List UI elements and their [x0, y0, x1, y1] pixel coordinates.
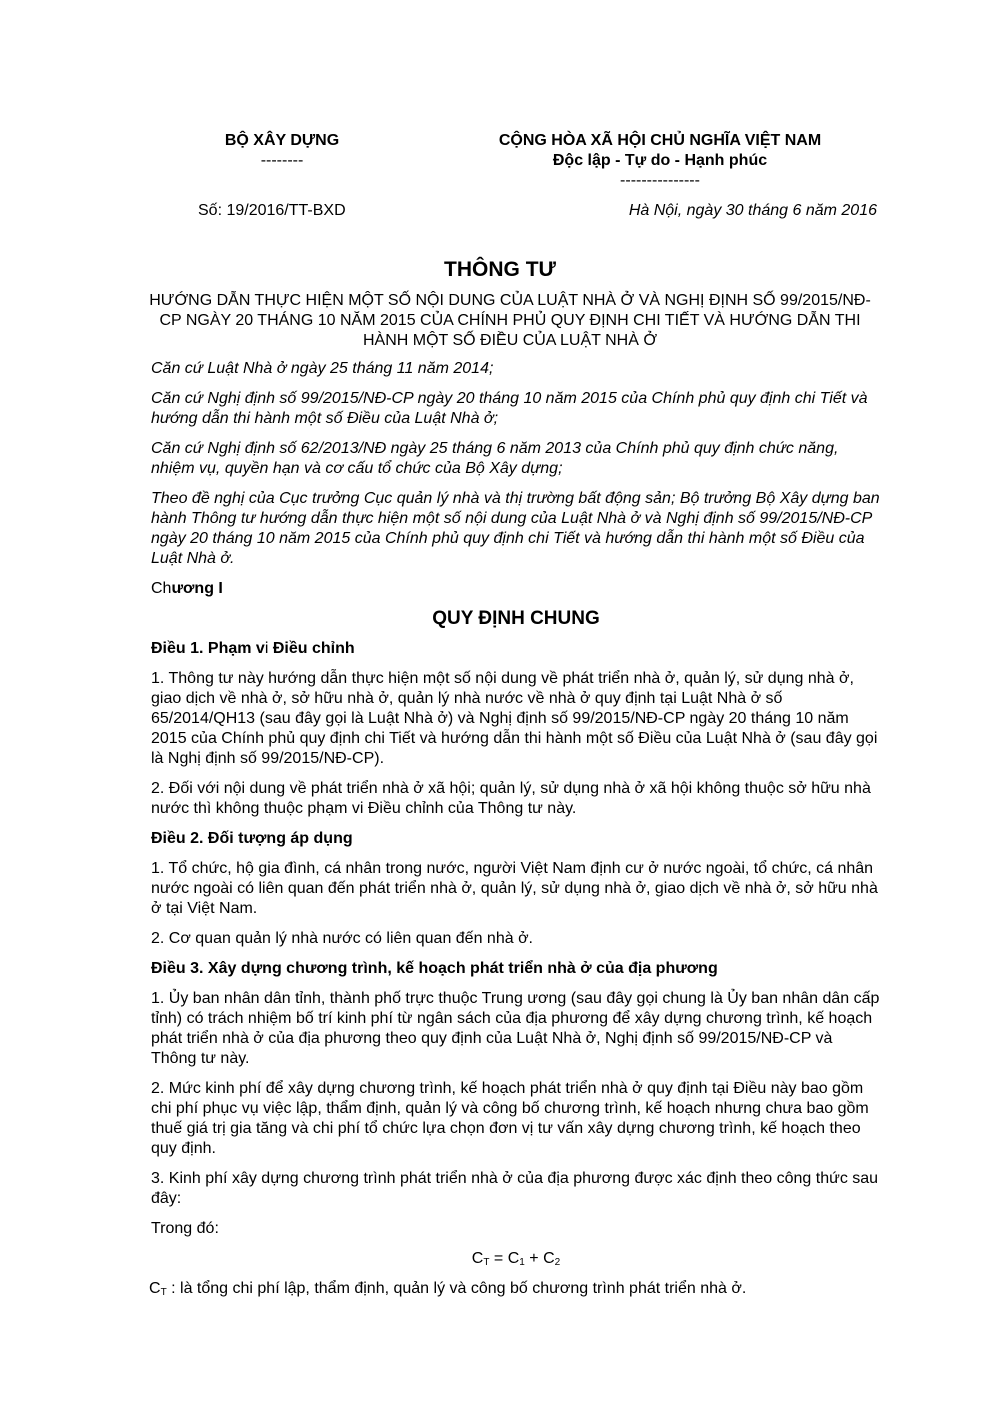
document-body — [151, 359, 881, 1309]
preamble-1: Căn cứ Luật Nhà ở ngày 25 tháng 11 năm 2014; — [151, 360, 494, 377]
article-2-clause-2: 2. Cơ quan quản lý nhà nước có liên quan đến nhà ở. — [151, 930, 533, 947]
national-header — [460, 131, 860, 191]
article-2-clause-1: 1. Tổ chức, hộ gia đình, cá nhân trong nước, người Việt Nam định cư ở nước ngoài, tổ chức, cá nhân nước ngoài có liên quan đến phát triển nhà ở, quản lý, sử dụng nhà ở, giao dịch về nhà ở, sở hữu nhà ở tại Việt Nam. — [151, 860, 878, 917]
document-type: THÔNG TƯ — [444, 258, 556, 281]
article-2-heading: Điều 2. Đối tượng áp dụng — [151, 830, 353, 847]
article-1-clause-1: 1. Thông tư này hướng dẫn thực hiện một số nội dung về phát triển nhà ở, quản lý, sử dụng nhà ở, giao dịch về nhà ở, sở hữu nhà ở, quản lý nhà nước về nhà ở quy định tại Luật Nhà ở số 65/2014/QH13 (sau đây gọi là Luật Nhà ở) và Nghị định số 99/2015/NĐ-CP ngày 20 tháng 10 năm 2015 của Chính phủ quy định chi Tiết và hướng dẫn thi hành một số Điều của Luật Nhà ở (sau đây gọi là Nghị định số 99/2015/NĐ-CP). — [151, 670, 878, 767]
article-3-heading: Điều 3. Xây dựng chương trình, kế hoạch phát triển nhà ở của địa phương — [151, 960, 718, 977]
document-subtitle: HƯỚNG DẪN THỰC HIỆN MỘT SỐ NỘI DUNG CỦA LUẬT NHÀ Ở VÀ NGHỊ ĐỊNH SỐ 99/2015/NĐ-CP NGÀY 20 THÁNG 10 NĂM 2015 CỦA CHÍNH PHỦ QUY ĐỊNH CHI TIẾT VÀ HƯỚNG DẪN THI HÀNH MỘT SỐ ĐIỀU CỦA LUẬT NHÀ Ở — [149, 292, 871, 349]
country-name: CỘNG HÒA XÃ HỘI CHỦ NGHĨA VIỆT NAM — [498, 132, 822, 149]
article-3-clause-2: 2. Mức kinh phí để xây dựng chương trình, kế hoạch phát triển nhà ở quy định tại Điều này bao gồm chi phí phục vụ việc lập, thẩm định, quản lý và công bố chương trình, kế hoạch nhưng chưa bao gồm thuế giá trị gia tăng và chi phí tổ chức lựa chọn đơn vị tư vấn xây dựng chương trình, kế hoạch theo quy định. — [151, 1080, 869, 1157]
place-and-date: Hà Nội, ngày 30 tháng 6 năm 2016 — [628, 202, 877, 219]
article-1-clause-2: 2. Đối với nội dung về phát triển nhà ở xã hội; quản lý, sử dụng nhà ở xã hội không thuộc sở hữu nhà nước thì không thuộc phạm vi Điều chỉnh của Thông tư này. — [151, 780, 871, 817]
motto-separator: --------------- — [620, 172, 700, 189]
issuer-block — [182, 131, 382, 171]
preamble-3: Căn cứ Nghị định số 62/2013/NĐ ngày 25 tháng 6 năm 2013 của Chính phủ quy định chức năng, nhiệm vụ, quyền hạn và cơ cấu tổ chức của Bộ Xây dựng; — [151, 440, 839, 477]
document-number: Số: 19/2016/TT-BXD — [198, 202, 346, 219]
ministry-name: BỘ XÂY DỰNG — [224, 132, 340, 149]
article-1-heading: Điều 1. Phạm vi Điều chỉnh — [151, 640, 355, 657]
article-3-clause-3: 3. Kinh phí xây dựng chương trình phát triển nhà ở của địa phương được xác định theo công thức sau đây: — [151, 1170, 879, 1207]
article-3-where: Trong đó: — [151, 1220, 219, 1237]
chapter-label: Chương I — [151, 580, 223, 597]
preamble-4: Theo đề nghị của Cục trưởng Cục quản lý nhà và thị trường bất động sản; Bộ trưởng Bộ Xây dựng ban hành Thông tư hướng dẫn thực hiện một số nội dung của Luật Nhà ở và Nghị định số 99/2015/NĐ-CP ngày 20 tháng 10 năm 2015 của Chính phủ quy định chi Tiết và hướng dẫn thi hành một số Điều của Luật Nhà ở. — [151, 490, 880, 567]
formula-definition-ct: $C_T$ : là tổng chi phí lập, thẩm định, quản lý và công bố chương trình phát triển nhà ở. — [149, 1280, 747, 1298]
national-motto: Độc lập - Tự do - Hạnh phúc — [552, 152, 768, 169]
cost-formula: $C_T = C_1 + C_2$ — [471, 1250, 561, 1268]
ministry-separator: -------- — [260, 152, 304, 169]
article-3-clause-1: 1. Ủy ban nhân dân tỉnh, thành phố trực thuộc Trung ương (sau đây gọi chung là Ủy ban nhân dân cấp tỉnh) có trách nhiệm bố trí kinh phí từ ngân sách của địa phương để xây dựng chương trình, kế hoạch phát triển nhà ở của địa phương theo quy định của Luật Nhà ở, Nghị định số 99/2015/NĐ-CP và Thông tư này. — [151, 990, 880, 1067]
chapter-title: QUY ĐỊNH CHUNG — [432, 608, 600, 629]
preamble-2: Căn cứ Nghị định số 99/2015/NĐ-CP ngày 20 tháng 10 năm 2015 của Chính phủ quy định chi Tiết và hướng dẫn thi hành một số Điều của Luật Nhà ở; — [151, 390, 868, 427]
